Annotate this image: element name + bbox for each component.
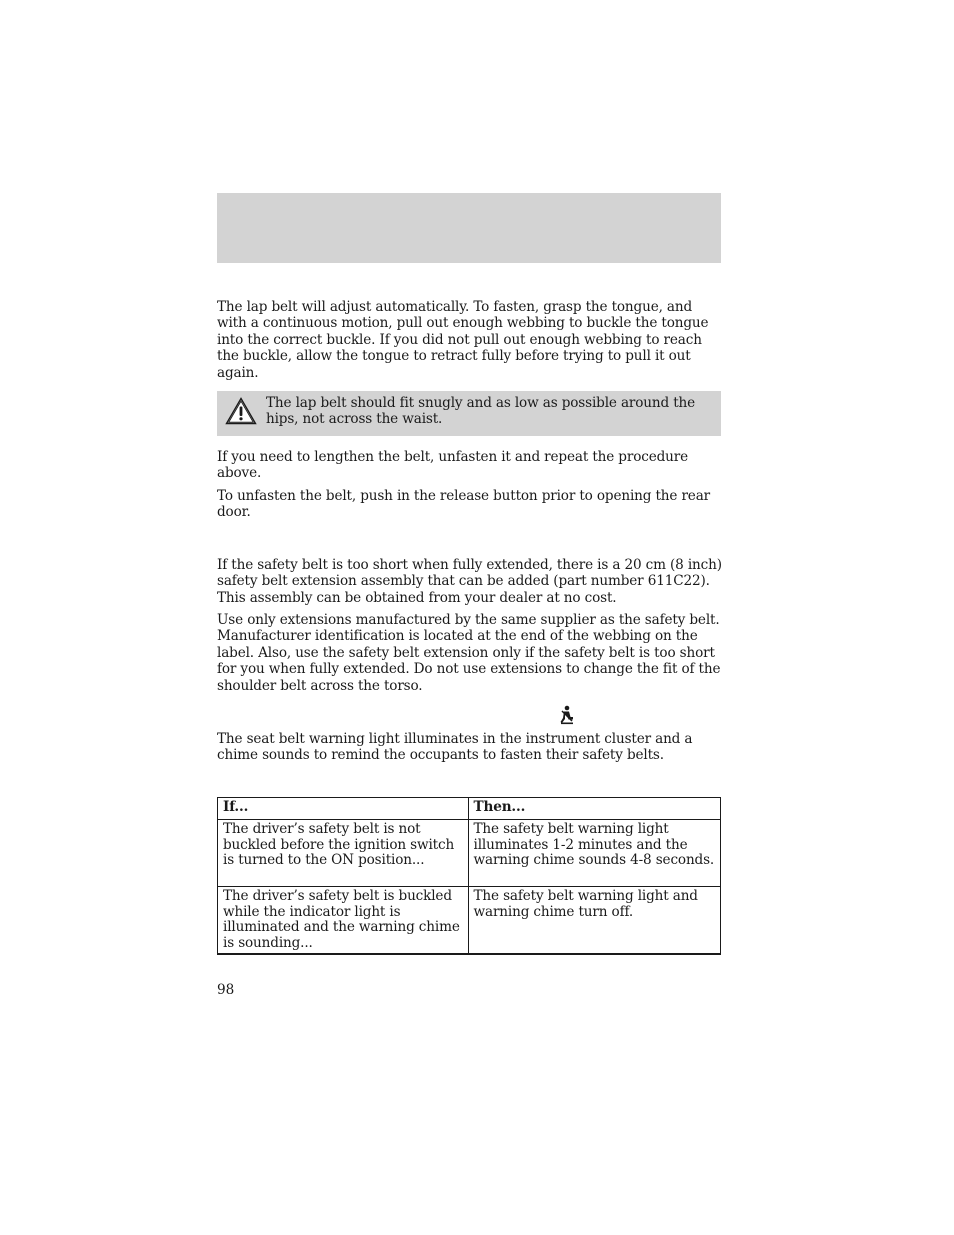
table-cell-then: The safety belt warning light and warning chime turn off. [468, 887, 721, 955]
seatbelt-icon [559, 705, 575, 725]
extension-short-paragraph: If the safety belt is too short when fully extended, there is a 20 cm (8 inch) safety belt extension assembly that can be added (part number 611C22). This assembly can be obtained from your dealer at no cost. [217, 557, 722, 606]
table-cell-then: The safety belt warning light illuminates 1-2 minutes and the warning chime sounds 4-8 seconds. [468, 820, 721, 887]
table-cell-if: The driver’s safety belt is not buckled before the ignition switch is turned to the ON position... [218, 820, 469, 887]
table-header-row [218, 798, 721, 820]
condition-table [217, 797, 721, 955]
warning-box [217, 391, 721, 436]
extension-use-paragraph: Use only extensions manufactured by the same supplier as the safety belt. Manufacturer identification is located at the end of the webbing on the label. Also, use the safety belt extension only if the safety belt is too short for you when fully extended. Do not use extensions to change the fit of the shoulder belt across the torso. [217, 612, 721, 694]
lengthen-paragraph: If you need to lengthen the belt, unfasten it and repeat the procedure above. [217, 449, 688, 482]
warning-light-paragraph: The seat belt warning light illuminates in the instrument cluster and a chime sounds to remind the occupants to fasten their safety belts. [217, 731, 693, 764]
page-number: 98 [217, 982, 235, 998]
warning-triangle-icon [225, 397, 257, 425]
table-row [218, 820, 721, 887]
header-if: If... [218, 798, 469, 820]
table-cell-if: The driver’s safety belt is buckled while the indicator light is illuminated and the warning chime is sounding... [218, 887, 469, 955]
unfasten-paragraph: To unfasten the belt, push in the release button prior to opening the rear door. [217, 488, 711, 521]
table-row [218, 887, 721, 955]
section-header-band [217, 193, 721, 263]
lap-belt-paragraph: The lap belt will adjust automatically. To fasten, grasp the tongue, and with a continuous motion, pull out enough webbing to buckle the tongue into the correct buckle. If you did not pull out enough webbing to reach the buckle, allow the tongue to retract fully before trying to pull it out again. [217, 299, 709, 381]
warning-text: The lap belt should fit snugly and as low as possible around the hips, not across the waist. [266, 395, 696, 428]
header-then: Then... [468, 798, 721, 820]
